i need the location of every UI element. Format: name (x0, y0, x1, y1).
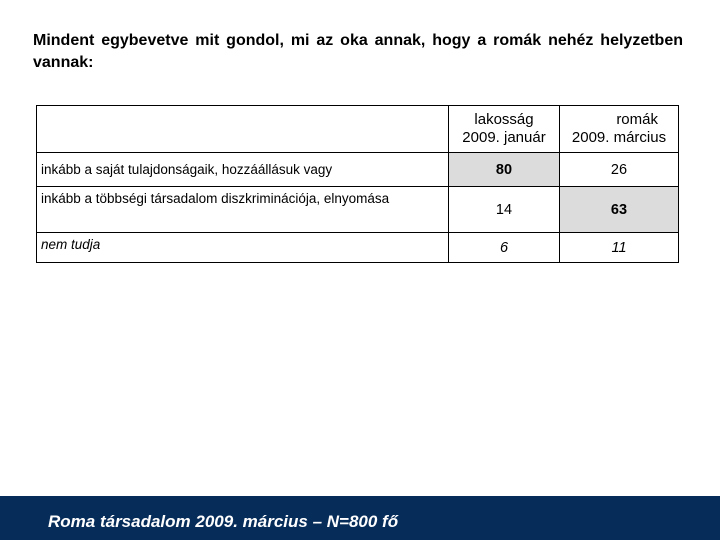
row-label: inkább a többségi társadalom diszkriminációja, elnyomása (37, 187, 449, 233)
table-row (37, 153, 679, 187)
page-title: Mindent egybevetve mit gondol, mi az oka annak, hogy a romák nehéz helyzetben vannak: (33, 32, 683, 71)
survey-table (36, 105, 679, 263)
column-header-roma-line1: romák (616, 111, 658, 128)
column-header-roma (560, 106, 679, 153)
row-label: nem tudja (37, 233, 449, 263)
footer-caption: Roma társadalom 2009. március – N=800 fő (48, 512, 399, 531)
column-header-population-line1: lakosság (474, 111, 534, 128)
table-row (37, 233, 679, 263)
row-value-population: 80 (449, 153, 560, 187)
row-value-roma: 11 (560, 233, 679, 263)
row-label: inkább a saját tulajdonságaik, hozzáállásuk vagy (37, 153, 449, 187)
row-value-population: 14 (449, 187, 560, 233)
row-value-roma: 63 (560, 187, 679, 233)
column-header-roma-line2: 2009. március (571, 129, 667, 146)
column-header-population (449, 106, 560, 153)
row-value-population: 6 (449, 233, 560, 263)
header-empty-cell (37, 106, 449, 153)
row-value-roma: 26 (560, 153, 679, 187)
header-row (37, 106, 679, 153)
table-row (37, 187, 679, 233)
column-header-population-line2: 2009. január (462, 129, 546, 146)
